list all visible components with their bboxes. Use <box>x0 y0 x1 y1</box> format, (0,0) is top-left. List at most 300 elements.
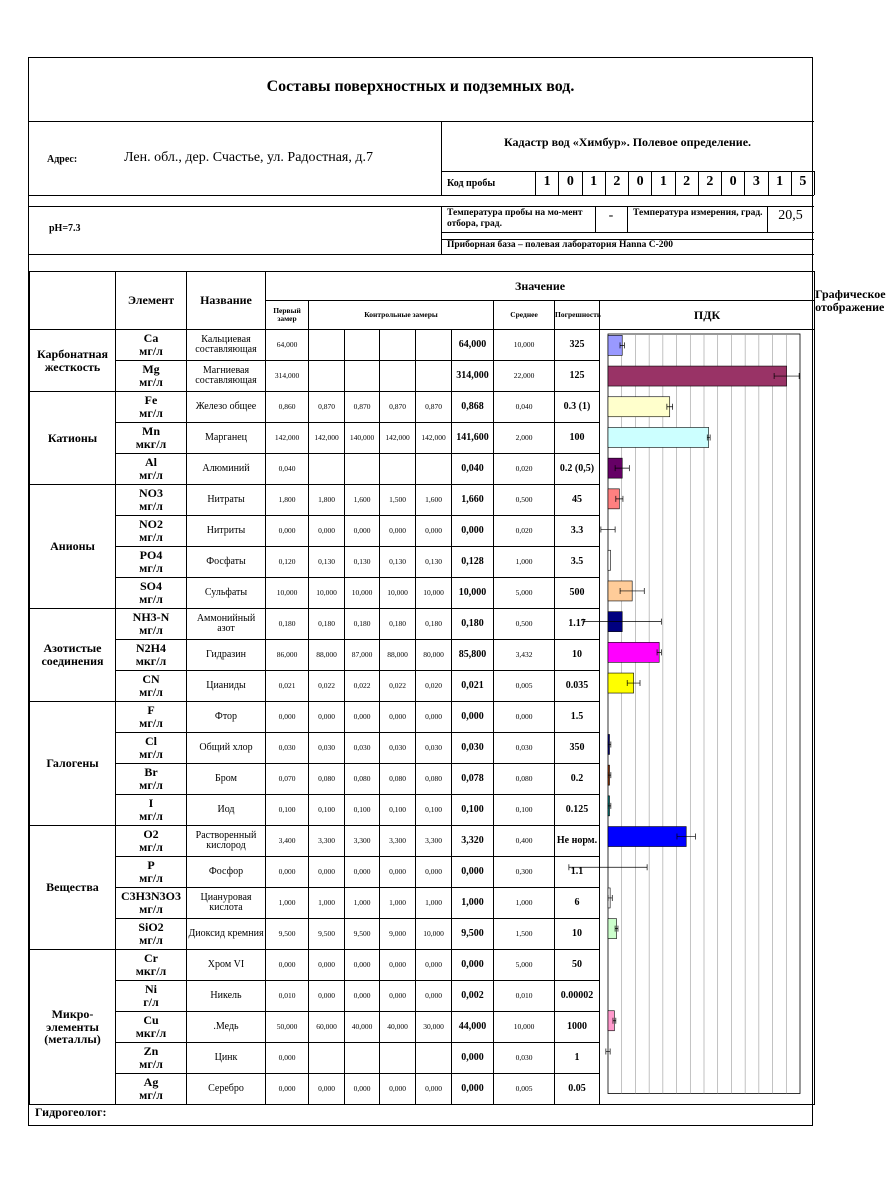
element-symbol <box>116 826 187 857</box>
element-name: Нитриты <box>187 516 266 547</box>
header-err: Погрешность <box>555 301 600 330</box>
temp-measure-label: Температура измерения, град. <box>633 208 763 218</box>
element-name: Циануровая кислота <box>187 888 266 919</box>
sample-code-digit: 1 <box>582 171 606 195</box>
empty-header <box>30 272 116 330</box>
measurement-value: 1,800 <box>309 485 345 516</box>
measurement-value: 0,000 <box>345 981 380 1012</box>
element-name: Иод <box>187 795 266 826</box>
error-value: 0,500 <box>494 485 555 516</box>
measurement-value <box>416 330 452 361</box>
element-symbol <box>116 981 187 1012</box>
table-row <box>30 330 815 361</box>
measurement-value: 0,000 <box>416 857 452 888</box>
measurement-value: 0,000 <box>266 1074 309 1105</box>
element-unit: мг/л <box>139 902 163 916</box>
average-value: 141,600 <box>452 423 494 454</box>
address-label: Адрес: <box>47 154 78 165</box>
error-value: 0,030 <box>494 733 555 764</box>
measurement-value: 1,000 <box>380 888 416 919</box>
element-code: I <box>148 796 154 811</box>
measurement-value: 0,870 <box>345 392 380 423</box>
measurement-value <box>345 361 380 392</box>
pdk-value: 1.17 <box>555 609 600 640</box>
element-code: SiO2 <box>138 920 164 935</box>
measurement-value: 0,022 <box>380 671 416 702</box>
measurement-value: 0,030 <box>380 733 416 764</box>
average-value: 85,800 <box>452 640 494 671</box>
error-value: 0,040 <box>494 392 555 423</box>
element-unit: мг/л <box>139 747 163 761</box>
group-name: Галогены <box>30 702 116 826</box>
measurement-value: 0,130 <box>380 547 416 578</box>
measurement-value: 0,000 <box>416 1074 452 1105</box>
average-value: 0,000 <box>452 702 494 733</box>
average-value: 0,180 <box>452 609 494 640</box>
error-value: 0,010 <box>494 981 555 1012</box>
error-value: 3,432 <box>494 640 555 671</box>
element-code: O2 <box>143 827 159 842</box>
element-unit: мг/л <box>139 840 163 854</box>
measurement-value: 0,000 <box>345 702 380 733</box>
element-name: Растворенный кислород <box>187 826 266 857</box>
element-symbol <box>116 1043 187 1074</box>
measurement-value: 10,000 <box>266 578 309 609</box>
sample-code-label: Код пробы <box>447 178 496 189</box>
document-frame <box>28 57 886 1126</box>
measurement-value: 9,500 <box>345 919 380 950</box>
measurement-value <box>380 454 416 485</box>
element-symbol <box>116 950 187 981</box>
sample-code-digit: 1 <box>651 171 675 195</box>
error-value: 0,020 <box>494 516 555 547</box>
composition-table: Элемент Название Значение Графическое отображение Первый замер Контрольные замеры Среднее Погрешность ПДК Карбонатная жесткость Ca мг/л Кальциевая составляющая 64,000 64,000 10,000 325 Mg мг/л Магниевая составляющая 314,000 314,000 22,000 125 Катионы Fe мг/л Железо общее 0,860 0,870 0,870 0,870 0,870 0,868 0,040 0.3 (1) Mn мкг/л Марганец 142,000 142,000 140,000 142,000 142,000 141,600 2,000 100 Al мг/л Алюминий 0,040 0,040 0,020 0.2 (0,5) Анионы NO3 мг/л Нитраты 1,800 1,800 1,600 1,500 1,600 1,660 0,500 45 NO2 мг/л Нитриты 0,000 0,000 0,000 0,000 0,000 0,000 0,020 3.3 PO4 мг/л Фосфаты 0,120 0,130 0,130 0,130 0,130 0,128 1,000 3.5 SO4 мг/л Сульфаты 10,000 10,000 10,000 10,000 10,000 10,000 5,000 500 Азотистые соединения NH3-N мг/л Аммонийный азот 0,180 0,180 0,180 0,180 0,180 0,180 0,500 1.17 N2H4 мкг/л Гидразин 86,000 88,000 87,000 88,000 80,000 85,800 3,432 10 CN мг/л Цианиды 0,021 0,022 0,022 0,022 0,020 0,021 0,005 0.035 Галогены F мг/л Фтор 0,000 0,000 0,000 0,000 0,000 0,000 0,000 1.5 Cl мг/л Общий хлор 0,030 0,030 0,030 0,030 0,030 0,030 0,030 350 Br мг/л Бром 0,070 0,080 0,080 0,080 0,080 0,078 0,080 0.2 I мг/л Иод 0,100 0,100 0,100 0,100 0,100 0,100 0,100 0.125 Вещества O2 мг/л Растворенный кислород 3,400 3,300 3,300 3,300 3,300 3,320 0,400 Не норм. P мг/л Фосфор 0,000 0,000 0,000 0,000 0,000 0,000 0,300 1.1 C3H3N3O3 мг/л Циануровая кислота 1,000 1,000 1,000 1,000 1,000 1,000 1,000 6 SiO2 мг/л Диоксид кремния 9,500 9,500 9,500 9,000 10,000 9,500 1,500 10 Микро-элементы (металлы) Cr мкг/л Хром VI 0,000 0,000 0,000 0,000 0,000 0,000 5,000 50 Ni г/л Никель 0,010 0,000 0,000 0,000 0,000 0,002 0,010 0.00002 Cu мкг/л .Медь 50,000 60,000 40,000 40,000 30,000 44,000 10,000 1000 Zn мг/л Цинк 0,000 0,000 0,030 1 Ag мг/л Серебро 0,000 0,000 0,000 0,000 0,000 0,000 0,005 0.05 <box>29 271 815 1105</box>
average-value: 0,100 <box>452 795 494 826</box>
average-value: 9,500 <box>452 919 494 950</box>
pdk-value: 0.125 <box>555 795 600 826</box>
measurement-value: 0,130 <box>309 547 345 578</box>
pdk-value: 45 <box>555 485 600 516</box>
measurement-value: 0,000 <box>266 950 309 981</box>
measurement-value <box>309 361 345 392</box>
error-value: 0,300 <box>494 857 555 888</box>
element-symbol <box>116 578 187 609</box>
error-value: 10,000 <box>494 330 555 361</box>
element-symbol <box>116 702 187 733</box>
group-name: Анионы <box>30 485 116 609</box>
error-value: 10,000 <box>494 1012 555 1043</box>
error-value: 0,080 <box>494 764 555 795</box>
error-value: 0,000 <box>494 702 555 733</box>
measurement-value: 0,010 <box>266 981 309 1012</box>
group-name: Микро-элементы (металлы) <box>30 950 116 1105</box>
sample-code-digit: 2 <box>605 171 629 195</box>
measurement-value: 0,000 <box>380 857 416 888</box>
element-code: Al <box>145 455 157 470</box>
element-unit: мкг/л <box>135 1026 167 1040</box>
sample-code-digit: 2 <box>675 171 699 195</box>
cadastre-title: Кадастр вод «Химбур». Полевое определение. <box>503 135 752 149</box>
measurement-value: 0,080 <box>345 764 380 795</box>
measurement-value: 0,000 <box>266 516 309 547</box>
measurement-value: 0,870 <box>309 392 345 423</box>
element-symbol <box>116 485 187 516</box>
measurement-value: 0,000 <box>416 516 452 547</box>
element-name: Аммонийный азот <box>187 609 266 640</box>
measurement-value: 0,000 <box>345 516 380 547</box>
element-unit: мг/л <box>139 499 163 513</box>
measurement-value: 0,180 <box>380 609 416 640</box>
measurement-value: 0,000 <box>309 702 345 733</box>
error-value: 5,000 <box>494 578 555 609</box>
element-name: Диоксид кремния <box>187 919 266 950</box>
element-symbol <box>116 795 187 826</box>
measurement-value: 0,000 <box>345 1074 380 1105</box>
measurement-value: 0,030 <box>266 733 309 764</box>
element-symbol <box>116 919 187 950</box>
element-code: N2H4 <box>136 641 166 656</box>
element-name: Цинк <box>187 1043 266 1074</box>
element-symbol <box>116 423 187 454</box>
measurement-value: 142,000 <box>416 423 452 454</box>
measurement-value: 142,000 <box>266 423 309 454</box>
pdk-value: 0.3 (1) <box>555 392 600 423</box>
instrument-base: Приборная база – полевая лаборатория Hanna C-200 <box>447 240 674 250</box>
error-value: 0,100 <box>494 795 555 826</box>
error-value: 0,005 <box>494 671 555 702</box>
element-name: Сульфаты <box>187 578 266 609</box>
measurement-value: 0,100 <box>345 795 380 826</box>
average-value: 0,000 <box>452 516 494 547</box>
average-value: 0,000 <box>452 1043 494 1074</box>
element-unit: мг/л <box>139 592 163 606</box>
measurement-value: 0,030 <box>345 733 380 764</box>
measurement-value: 0,130 <box>345 547 380 578</box>
measurement-value: 0,021 <box>266 671 309 702</box>
measurement-value: 0,870 <box>380 392 416 423</box>
measurement-value: 0,022 <box>345 671 380 702</box>
pdk-value: 100 <box>555 423 600 454</box>
element-symbol <box>116 733 187 764</box>
chart-bar <box>608 827 686 847</box>
error-value: 0,400 <box>494 826 555 857</box>
element-symbol <box>116 454 187 485</box>
measurement-value <box>416 454 452 485</box>
measurement-value: 142,000 <box>309 423 345 454</box>
measurement-value <box>309 1043 345 1074</box>
element-name: Железо общее <box>187 392 266 423</box>
temp-sample-label: Температура пробы на мо-мент отбора, град. <box>447 208 583 229</box>
error-value: 0,020 <box>494 454 555 485</box>
element-unit: мг/л <box>139 871 163 885</box>
element-symbol <box>116 764 187 795</box>
measurement-value: 1,600 <box>416 485 452 516</box>
measurement-value: 0,000 <box>416 950 452 981</box>
error-value: 0,030 <box>494 1043 555 1074</box>
element-unit: мг/л <box>139 1057 163 1071</box>
element-unit: мг/л <box>139 685 163 699</box>
measurement-value: 1,800 <box>266 485 309 516</box>
measurement-value: 1,000 <box>309 888 345 919</box>
element-code: P <box>147 858 155 873</box>
element-unit: г/л <box>143 995 159 1009</box>
measurement-value: 88,000 <box>380 640 416 671</box>
measurement-value <box>416 1043 452 1074</box>
pdk-value: 3.3 <box>555 516 600 547</box>
measurement-value: 140,000 <box>345 423 380 454</box>
element-unit: мкг/л <box>135 437 167 451</box>
average-value: 64,000 <box>452 330 494 361</box>
element-unit: мг/л <box>139 406 163 420</box>
measurement-value: 0,080 <box>380 764 416 795</box>
measurement-value: 10,000 <box>345 578 380 609</box>
measurement-value: 142,000 <box>380 423 416 454</box>
element-name: Цианиды <box>187 671 266 702</box>
measurement-value: 9,000 <box>380 919 416 950</box>
measurement-value: 40,000 <box>345 1012 380 1043</box>
pdk-value: 0.2 (0,5) <box>555 454 600 485</box>
measurement-value: 0,100 <box>266 795 309 826</box>
element-code: Cl <box>145 734 157 749</box>
pdk-value: 0.2 <box>555 764 600 795</box>
element-code: Br <box>144 765 158 780</box>
header-first: Первый замер <box>266 301 309 330</box>
error-value: 22,000 <box>494 361 555 392</box>
chart-bar <box>608 397 670 417</box>
measurement-value: 0,180 <box>345 609 380 640</box>
measurement-value: 10,000 <box>380 578 416 609</box>
average-value: 10,000 <box>452 578 494 609</box>
pdk-value: 350 <box>555 733 600 764</box>
average-value: 0,021 <box>452 671 494 702</box>
element-code: PO4 <box>139 548 163 563</box>
element-symbol <box>116 516 187 547</box>
pdk-value: 1.1 <box>555 857 600 888</box>
measurement-value: 314,000 <box>266 361 309 392</box>
element-name: Фтор <box>187 702 266 733</box>
element-symbol <box>116 671 187 702</box>
measurement-value: 50,000 <box>266 1012 309 1043</box>
element-unit: мг/л <box>139 1088 163 1102</box>
measurement-value <box>345 1043 380 1074</box>
measurement-value: 3,300 <box>309 826 345 857</box>
measurement-value <box>345 454 380 485</box>
measurement-value: 10,000 <box>416 578 452 609</box>
measurement-value: 1,000 <box>345 888 380 919</box>
measurement-value: 0,180 <box>309 609 345 640</box>
pdk-value: 500 <box>555 578 600 609</box>
header-element: Элемент <box>116 272 187 330</box>
measurement-value: 3,300 <box>416 826 452 857</box>
measurement-value: 0,000 <box>309 516 345 547</box>
average-value: 44,000 <box>452 1012 494 1043</box>
element-unit: мг/л <box>139 530 163 544</box>
error-value: 2,000 <box>494 423 555 454</box>
group-name: Карбонатная жесткость <box>30 330 116 392</box>
measurement-value: 0,100 <box>309 795 345 826</box>
measurement-value <box>380 330 416 361</box>
header-value: Значение <box>266 272 815 301</box>
element-unit: мг/л <box>139 623 163 637</box>
pdk-value: 325 <box>555 330 600 361</box>
measurement-value: 0,020 <box>416 671 452 702</box>
measurement-value: 0,000 <box>380 516 416 547</box>
element-code: SO4 <box>139 579 162 594</box>
measurement-value <box>380 361 416 392</box>
pdk-value: Не норм. <box>555 826 600 857</box>
element-symbol <box>116 609 187 640</box>
element-symbol <box>116 1012 187 1043</box>
element-name: Фосфаты <box>187 547 266 578</box>
measurement-value: 0,000 <box>345 950 380 981</box>
element-name: Алюминий <box>187 454 266 485</box>
element-name: Магниевая составляющая <box>187 361 266 392</box>
measurement-value: 0,000 <box>416 981 452 1012</box>
header-pdk: ПДК <box>600 301 815 330</box>
element-name: Нитраты <box>187 485 266 516</box>
measurement-value: 0,870 <box>416 392 452 423</box>
measurement-value: 0,000 <box>266 1043 309 1074</box>
measurement-value: 0,022 <box>309 671 345 702</box>
element-symbol <box>116 361 187 392</box>
measurement-value: 0,100 <box>380 795 416 826</box>
sample-code-digit: 2 <box>698 171 722 195</box>
element-name: Серебро <box>187 1074 266 1105</box>
chart-bar <box>608 427 709 447</box>
element-unit: мг/л <box>139 344 163 358</box>
average-value: 314,000 <box>452 361 494 392</box>
sample-code-digit: 3 <box>744 171 768 195</box>
group-name: Вещества <box>30 826 116 950</box>
average-value: 3,320 <box>452 826 494 857</box>
element-code: F <box>147 703 155 718</box>
element-unit: мг/л <box>139 778 163 792</box>
header-control: Контрольные замеры <box>309 301 494 330</box>
measurement-value: 0,180 <box>416 609 452 640</box>
chart-bar <box>608 642 659 662</box>
measurement-value: 0,000 <box>380 981 416 1012</box>
error-value: 1,500 <box>494 919 555 950</box>
pdk-value: 50 <box>555 950 600 981</box>
measurement-value: 10,000 <box>309 578 345 609</box>
measurement-value: 0,100 <box>416 795 452 826</box>
measurement-value: 0,000 <box>309 1074 345 1105</box>
element-symbol <box>116 1074 187 1105</box>
measurement-value <box>380 1043 416 1074</box>
average-value: 0,000 <box>452 1074 494 1105</box>
measurement-value: 0,180 <box>266 609 309 640</box>
measurement-value: 1,500 <box>380 485 416 516</box>
element-unit: мкг/л <box>135 964 167 978</box>
element-code: NO3 <box>139 486 163 501</box>
measurement-value: 3,300 <box>380 826 416 857</box>
measurement-value: 0,080 <box>416 764 452 795</box>
element-code: Ca <box>143 331 159 346</box>
measurement-value: 0,000 <box>309 981 345 1012</box>
average-value: 0,030 <box>452 733 494 764</box>
error-value: 1,000 <box>494 888 555 919</box>
measurement-value: 88,000 <box>309 640 345 671</box>
measurement-value <box>345 330 380 361</box>
measurement-value: 0,130 <box>416 547 452 578</box>
error-value: 1,000 <box>494 547 555 578</box>
pdk-value: 0.00002 <box>555 981 600 1012</box>
error-value: 5,000 <box>494 950 555 981</box>
element-name: Марганец <box>187 423 266 454</box>
element-unit: мг/л <box>139 468 163 482</box>
measurement-value: 3,300 <box>345 826 380 857</box>
average-value: 0,000 <box>452 857 494 888</box>
measurement-value: 0,030 <box>416 733 452 764</box>
pdk-value: 3.5 <box>555 547 600 578</box>
pdk-value: 0.05 <box>555 1074 600 1105</box>
header-avg: Среднее <box>494 301 555 330</box>
measurement-value <box>416 361 452 392</box>
sample-code-digit: 1 <box>768 171 792 195</box>
element-code: Mn <box>142 424 160 439</box>
ph-value: pH=7.3 <box>49 223 81 234</box>
element-code: Cr <box>144 951 158 966</box>
address-value: Лен. обл., дер. Счастье, ул. Радостная, д.7 <box>124 150 373 165</box>
measurement-value: 0,120 <box>266 547 309 578</box>
pdk-value: 1.5 <box>555 702 600 733</box>
measurement-value: 0,000 <box>266 857 309 888</box>
element-name: Кальциевая составляющая <box>187 330 266 361</box>
element-name: Общий хлор <box>187 733 266 764</box>
hydrogeologist-label: Гидрогеолог: <box>35 1105 107 1119</box>
measurement-value: 3,400 <box>266 826 309 857</box>
sample-code-digit: 0 <box>721 171 745 195</box>
chart-area <box>600 330 815 1105</box>
element-code: Cu <box>143 1013 159 1028</box>
measurement-value: 87,000 <box>345 640 380 671</box>
measurement-value: 80,000 <box>416 640 452 671</box>
error-value: 0,005 <box>494 1074 555 1105</box>
element-code: Zn <box>143 1044 159 1059</box>
element-symbol <box>116 547 187 578</box>
average-value: 0,868 <box>452 392 494 423</box>
measurement-value: 0,040 <box>266 454 309 485</box>
measurement-value: 0,000 <box>309 857 345 888</box>
measurement-value: 1,600 <box>345 485 380 516</box>
element-name: Хром VI <box>187 950 266 981</box>
measurement-value: 10,000 <box>416 919 452 950</box>
measurement-value: 0,000 <box>345 857 380 888</box>
error-value: 0,500 <box>494 609 555 640</box>
measurement-value: 0,070 <box>266 764 309 795</box>
temp-sample-value: - <box>608 208 614 223</box>
measurement-value: 40,000 <box>380 1012 416 1043</box>
measurement-value: 1,000 <box>416 888 452 919</box>
measurement-value: 0,000 <box>266 702 309 733</box>
measurement-value: 9,500 <box>266 919 309 950</box>
measurement-value: 1,000 <box>266 888 309 919</box>
sample-code-digit: 0 <box>628 171 652 195</box>
element-unit: мг/л <box>139 809 163 823</box>
measurement-value: 0,000 <box>380 1074 416 1105</box>
sample-code-digit: 1 <box>535 171 559 195</box>
element-code: C3H3N3O3 <box>121 889 181 904</box>
element-unit: мг/л <box>139 933 163 947</box>
measurement-value: 60,000 <box>309 1012 345 1043</box>
element-unit: мг/л <box>139 716 163 730</box>
element-symbol <box>116 392 187 423</box>
group-name: Азотистые соединения <box>30 609 116 702</box>
pdk-value: 0.035 <box>555 671 600 702</box>
measurement-value: 0,080 <box>309 764 345 795</box>
pdk-value: 10 <box>555 640 600 671</box>
average-value: 0,078 <box>452 764 494 795</box>
